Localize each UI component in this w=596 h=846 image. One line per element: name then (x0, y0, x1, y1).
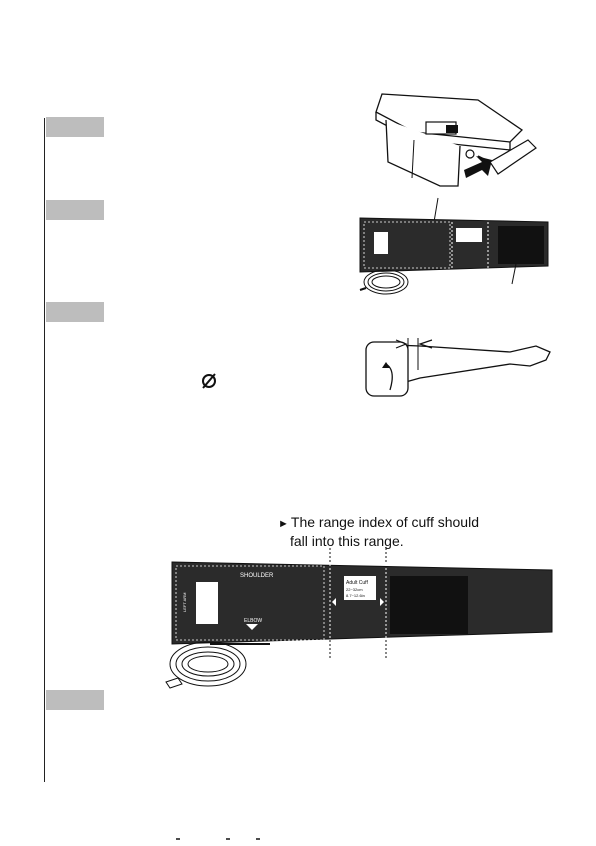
no-symbol-icon (198, 370, 220, 392)
step-marker-4 (46, 690, 104, 710)
monitor-connection-illustration (360, 90, 540, 190)
cuff-range-note (278, 514, 538, 550)
shoulder-label: SHOULDER (240, 573, 274, 579)
small-cuff-illustration (352, 196, 562, 300)
arm-cuff-illustration (360, 330, 556, 402)
step-marker-3 (46, 302, 104, 322)
note-line-1: The range index of cuff should (290, 514, 479, 530)
range-label-a: 22~32cm (346, 587, 363, 592)
page-footer-marks (0, 828, 596, 840)
elbow-label: ELBOW (244, 618, 263, 624)
pointer-arrow-icon: ► (278, 518, 289, 530)
left-margin-rule (44, 118, 45, 782)
step-marker-2 (46, 200, 104, 220)
note-line-2: fall into this range. (290, 533, 404, 549)
step-marker-1 (46, 117, 104, 137)
arm-label: LEFT ARM (182, 592, 187, 612)
adult-cuff-label: Adult Cuff (346, 580, 368, 586)
range-label-b: 8.7~12.6in (346, 593, 365, 598)
large-cuff-illustration (160, 548, 556, 698)
